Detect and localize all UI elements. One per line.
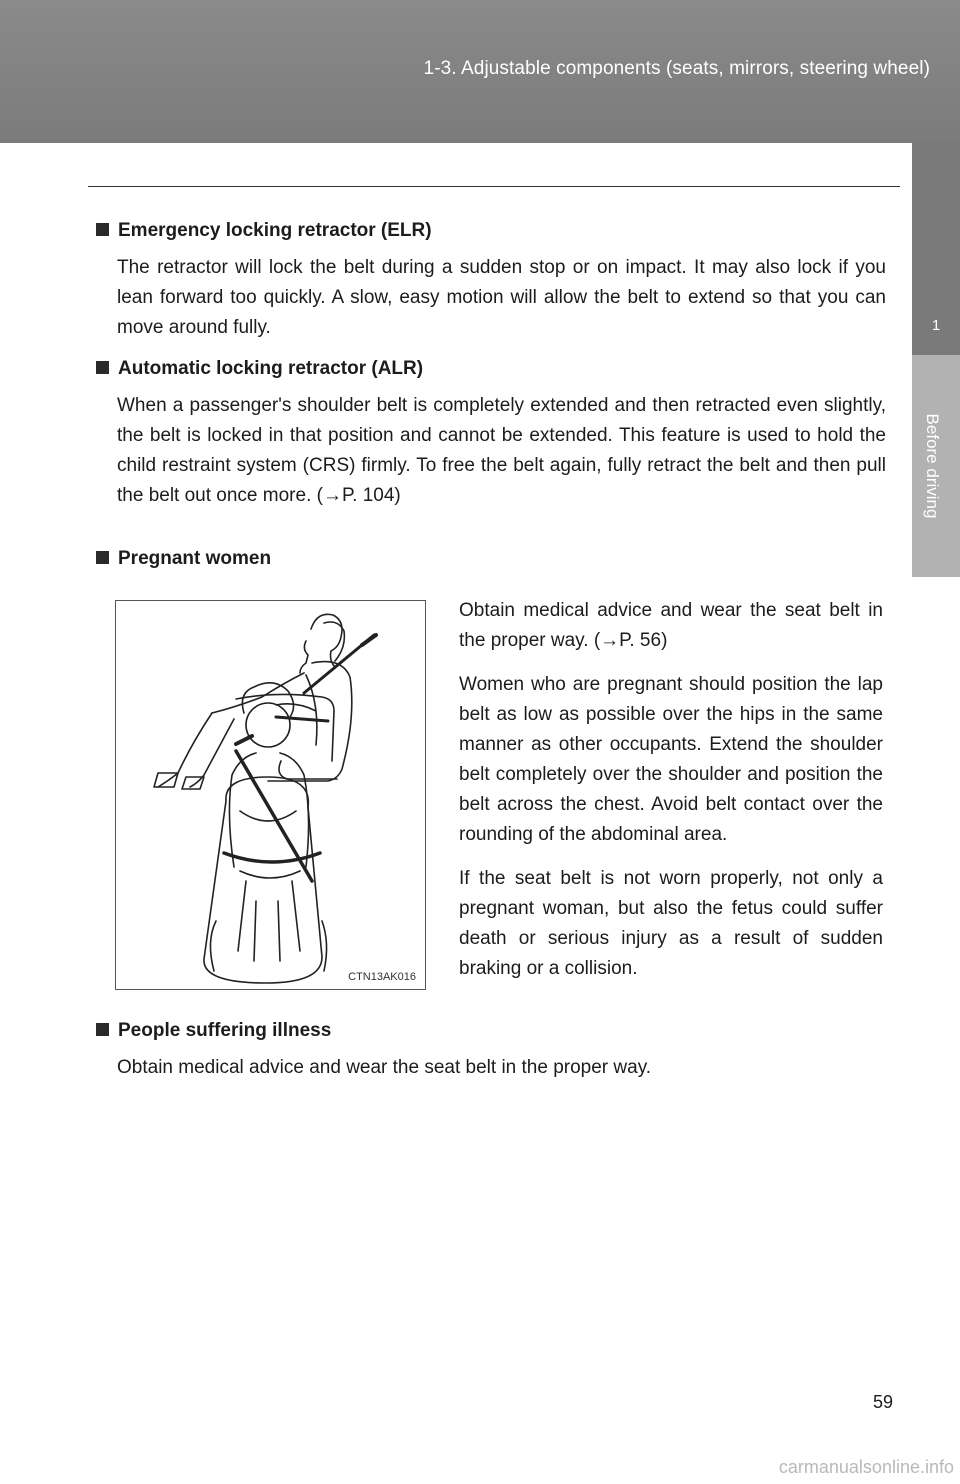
paragraph: Obtain medical advice and wear the seat belt in the proper way. (→P. 56) [459, 600, 883, 651]
section-illness [96, 1018, 886, 1083]
header-rule [88, 186, 900, 187]
section-body: When a passenger's shoulder belt is completely extended and then retracted even slightly, the belt is locked in that position and cannot be extended. This feature is used to hold the child restraint system (CRS) firmly. To free the belt again, fully retract the belt and then pull the belt out once more. (→P. 104) [117, 395, 886, 506]
section-elr [96, 218, 886, 343]
section-alr [96, 356, 886, 511]
section-body: The retractor will lock the belt during a sudden stop or on impact. It may also lock if you lean forward too quickly. A slow, easy motion will allow the belt to extend so that you can move around fully. [117, 257, 886, 338]
section-pregnant [96, 546, 886, 572]
section-heading: Emergency locking retractor (ELR) [96, 218, 886, 244]
chapter-label: Before driving [923, 413, 942, 519]
square-bullet-icon [96, 1023, 109, 1036]
section-body: Obtain medical advice and wear the seat belt in the proper way. [117, 1057, 652, 1078]
front-legs [238, 881, 300, 951]
page-number: 59 [872, 1392, 893, 1412]
section-heading: Automatic locking retractor (ALR) [96, 356, 886, 382]
pregnant-seatbelt-illustration [115, 600, 426, 990]
pregnant-women-text [459, 596, 883, 998]
front-seat [204, 777, 322, 983]
front-left-arm [229, 753, 256, 867]
chapter-number: 1 [931, 317, 941, 334]
watermark: carmanualsonline.info [778, 1457, 954, 1477]
square-bullet-icon [96, 223, 109, 236]
front-belly [240, 811, 296, 821]
square-bullet-icon [96, 551, 109, 564]
square-bullet-icon [96, 361, 109, 374]
front-head [246, 703, 290, 747]
figure-code: CTN13AK016 [348, 971, 416, 983]
section-heading: Pregnant women [96, 546, 886, 572]
front-lap-belt [224, 853, 320, 862]
seatbelt-figure-drawing [116, 601, 427, 991]
section-heading: People suffering illness [96, 1018, 886, 1044]
section-title: 1-3. Adjustable components (seats, mirrors, steering wheel) [423, 58, 930, 79]
paragraph: If the seat belt is not worn properly, not only a pregnant woman, but also the fetus could suffer death or serious injury as a result of sudden braking or a collision. [459, 868, 883, 979]
paragraph: Women who are pregnant should position the lap belt as low as possible over the hips in the same manner as other occupants. Extend the shoulder belt completely over the shoulder and position the belt across the chest. Avoid belt contact over the rounding of the abdominal area. [459, 674, 883, 845]
lap-belt [276, 717, 328, 721]
